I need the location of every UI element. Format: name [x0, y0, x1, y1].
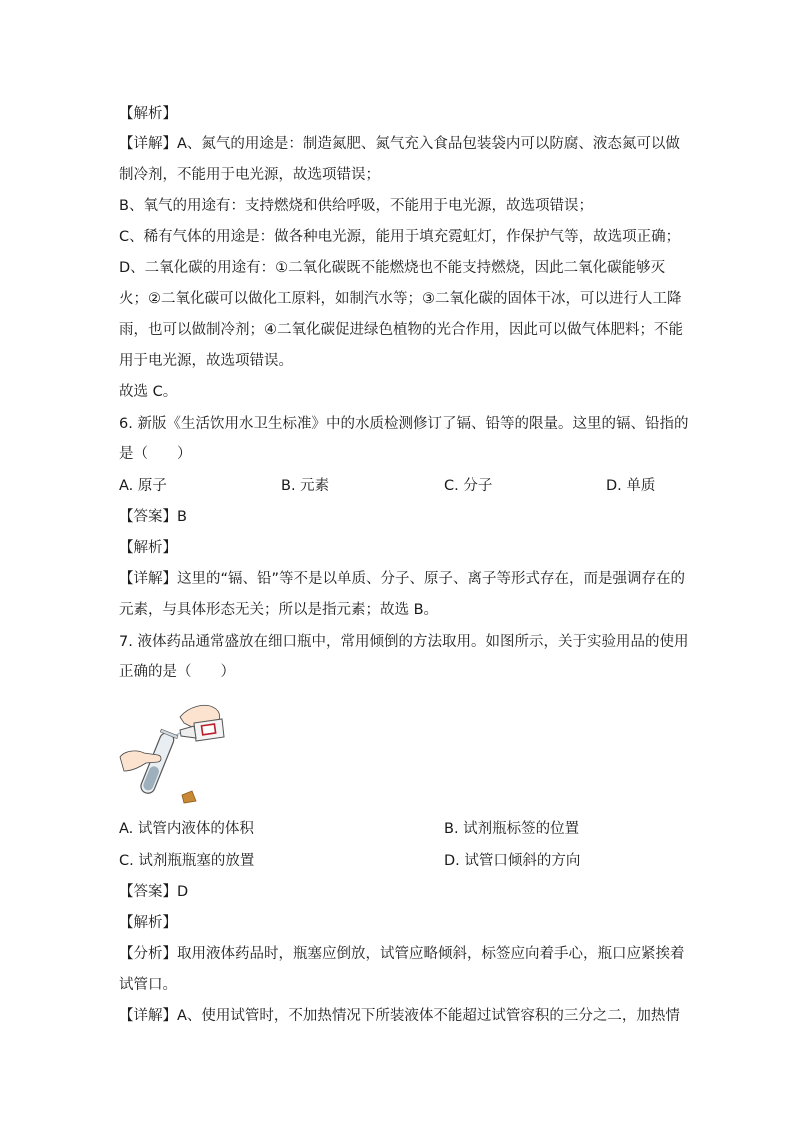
detail-line: 制冷剂，不能用于电光源，故选项错误； — [119, 167, 380, 183]
question-6-stem: 6. 新版《生活饮用水卫生标准》中的水质检测修订了镉、铅等的限量。这里的镉、铅指的 — [119, 416, 689, 432]
q6-option-d: D. 单质 — [606, 478, 656, 494]
detail-line: 用于电光源，故选项错误。 — [119, 353, 293, 369]
q7-option-b: B. 试剂瓶标签的位置 — [444, 821, 580, 837]
question-7-stem-cont: 正确的是（ ） — [119, 664, 235, 680]
q7-fenxi-cont: 试管口。 — [119, 977, 177, 993]
q6-option-b: B. 元素 — [281, 478, 330, 494]
detail-line: D、二氧化碳的用途有：①二氧化碳既不能燃烧也不能支持燃烧，因此二氧化碳能够灭 — [119, 260, 666, 276]
question-7-stem: 7. 液体药品通常盛放在细口瓶中，常用倾倒的方法取用。如图所示，关于实验用品的使用 — [119, 634, 689, 650]
q7-fenxi: 【分析】取用液体药品时，瓶塞应倒放，试管应略倾斜，标签应向着手心，瓶口应紧挨着 — [119, 946, 685, 962]
q6-answer: 【答案】B — [119, 509, 187, 525]
q7-answer: 【答案】D — [119, 884, 189, 900]
pouring-liquid-illustration — [118, 697, 230, 807]
q7-detail: 【详解】A、使用试管时，不加热情况下所装液体不能超过试管容积的三分之二，加热情 — [119, 1008, 680, 1024]
detail-line: C、稀有气体的用途是：做各种电光源，能用于填充霓虹灯，作保护气等，故选项正确； — [119, 229, 681, 245]
detail-line: 【详解】A、氮气的用途是：制造氮肥、氮气充入食品包装袋内可以防腐、液态氮可以做 — [119, 136, 680, 152]
q6-analysis-heading: 【解析】 — [119, 540, 177, 556]
detail-line: 雨，也可以做制冷剂；④二氧化碳促进绿色植物的光合作用，因此可以做气体肥料；不能 — [119, 322, 683, 338]
q6-detail: 【详解】这里的“镉、铅”等不是以单质、分子、原子、离子等形式存在，而是强调存在的 — [119, 571, 686, 587]
q7-analysis-heading: 【解析】 — [119, 915, 177, 931]
conclusion-line: 故选 C。 — [119, 384, 178, 400]
analysis-heading-q5: 【解析】 — [119, 106, 177, 122]
detail-line: B、氧气的用途有：支持燃烧和供给呼吸，不能用于电光源，故选项错误； — [119, 198, 593, 214]
question-6-stem-cont: 是（ ） — [119, 446, 192, 462]
detail-line: 火；②二氧化碳可以做化工原料，如制汽水等；③二氧化碳的固体干冰，可以进行人工降 — [119, 291, 682, 307]
q6-option-c: C. 分子 — [444, 478, 493, 494]
q6-detail-cont: 元素，与具体形态无关；所以是指元素；故选 B。 — [119, 602, 439, 618]
q7-option-a: A. 试管内液体的体积 — [119, 821, 254, 837]
q7-option-d: D. 试管口倾斜的方向 — [444, 853, 581, 869]
q6-option-a: A. 原子 — [119, 478, 167, 494]
q7-option-c: C. 试剂瓶瓶塞的放置 — [119, 853, 255, 869]
